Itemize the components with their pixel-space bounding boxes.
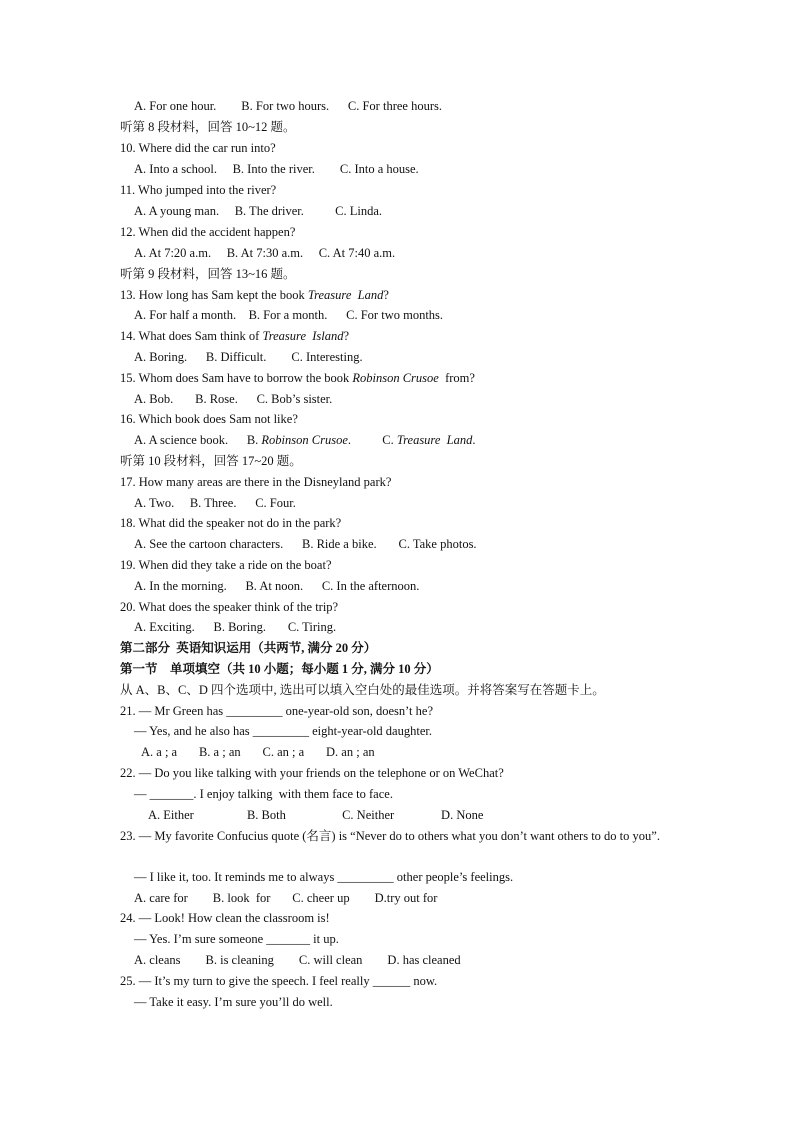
options-23: A. care for B. look for C. cheer up D.try out for <box>134 891 438 905</box>
question-13 <box>120 287 389 303</box>
question-21-reply: — Yes, and he also has _________ eight-year-old daughter. <box>134 724 432 738</box>
options-16-book-b: Robinson Crusoe <box>261 433 348 447</box>
question-11: 11. Who jumped into the river? <box>120 183 277 197</box>
section-heading-9: 听第 9 段材料，回答 13~16 题。 <box>120 267 296 281</box>
options-14: A. Boring. B. Difficult. C. Interesting. <box>134 350 363 364</box>
options-15: A. Bob. B. Rose. C. Bob’s sister. <box>134 392 333 406</box>
question-12: 12. When did the accident happen? <box>120 225 296 239</box>
question-22: 22. — Do you like talking with your friends on the telephone or on WeChat? <box>120 766 504 780</box>
section-heading-8: 听第 8 段材料，回答 10~12 题。 <box>120 120 296 134</box>
options-13: A. For half a month. B. For a month. C. For two months. <box>134 308 444 322</box>
part-two-heading: 第二部分 英语知识运用（共两节, 满分 20 分） <box>120 641 377 655</box>
question-13-book: Treasure Land <box>307 288 384 302</box>
options-16-mid: . C. <box>347 433 397 447</box>
question-20: 20. What does the speaker think of the trip? <box>120 600 339 614</box>
question-24: 24. — Look! How clean the classroom is! <box>120 911 330 925</box>
question-13-text: 13. How long has Sam kept the book <box>120 288 308 302</box>
question-14-end: ? <box>343 329 350 343</box>
question-16: 16. Which book does Sam not like? <box>120 412 298 426</box>
options-12: A. At 7:20 a.m. B. At 7:30 a.m. C. At 7:40 a.m. <box>134 246 396 260</box>
options-21: A. a ; a B. a ; an C. an ; a D. an ; an <box>141 745 375 759</box>
options-16-a: A. A science book. B. <box>134 433 262 447</box>
question-23-reply: — I like it, too. It reminds me to always _________ other people’s feelings. <box>134 870 514 884</box>
options-16-end: . <box>472 433 476 447</box>
question-15 <box>120 370 475 386</box>
question-10: 10. Where did the car run into? <box>120 141 276 155</box>
options-16-book-c: Treasure Land <box>396 433 473 447</box>
question-25: 25. — It’s my turn to give the speech. I feel really ______ now. <box>120 974 438 988</box>
question-21: 21. — Mr Green has _________ one-year-old son, doesn’t he? <box>120 704 433 718</box>
instructions: 从 A、B、C、D 四个选项中, 选出可以填入空白处的最佳选项。并将答案写在答题卡上。 <box>120 683 605 697</box>
question-14 <box>120 328 349 344</box>
question-18: 18. What did the speaker not do in the park? <box>120 516 342 530</box>
question-15-book: Robinson Crusoe <box>352 371 439 385</box>
options-24: A. cleans B. is cleaning C. will clean D. has cleaned <box>134 953 461 967</box>
options-17: A. Two. B. Three. C. Four. <box>134 496 296 510</box>
options-11: A. A young man. B. The driver. C. Linda. <box>134 204 383 218</box>
question-22-reply: — _______. I enjoy talking with them face to face. <box>134 787 393 801</box>
question-13-end: ? <box>383 288 389 302</box>
question-14-text: 14. What does Sam think of <box>120 329 263 343</box>
question-15-end: from? <box>438 371 475 385</box>
question-25-reply: — Take it easy. I’m sure you’ll do well. <box>134 995 333 1009</box>
options-16 <box>134 432 475 448</box>
question-14-book: Treasure Island <box>262 329 344 343</box>
question-19: 19. When did they take a ride on the boat? <box>120 558 332 572</box>
options-20: A. Exciting. B. Boring. C. Tiring. <box>134 620 337 634</box>
options-19: A. In the morning. B. At noon. C. In the afternoon. <box>134 579 420 593</box>
question-23: 23. — My favorite Confucius quote (名言) is “Never do to others what you don’t want others to do to you”. <box>120 829 660 843</box>
question-15-text: 15. Whom does Sam have to borrow the book <box>120 371 353 385</box>
options-18: A. See the cartoon characters. B. Ride a bike. C. Take photos. <box>134 537 477 551</box>
section-heading-10: 听第 10 段材料，回答 17~20 题。 <box>120 454 302 468</box>
question-17: 17. How many areas are there in the Disneyland park? <box>120 475 392 489</box>
options-22: A. Either B. Both C. Neither D. None <box>148 808 484 822</box>
section-one-heading: 第一节 单项填空（共 10 小题；每小题 1 分, 满分 10 分） <box>120 662 439 676</box>
options-10: A. Into a school. B. Into the river. C. Into a house. <box>134 162 419 176</box>
options-line-9: A. For one hour. B. For two hours. C. For three hours. <box>134 99 442 113</box>
question-24-reply: — Yes. I’m sure someone _______ it up. <box>134 932 339 946</box>
